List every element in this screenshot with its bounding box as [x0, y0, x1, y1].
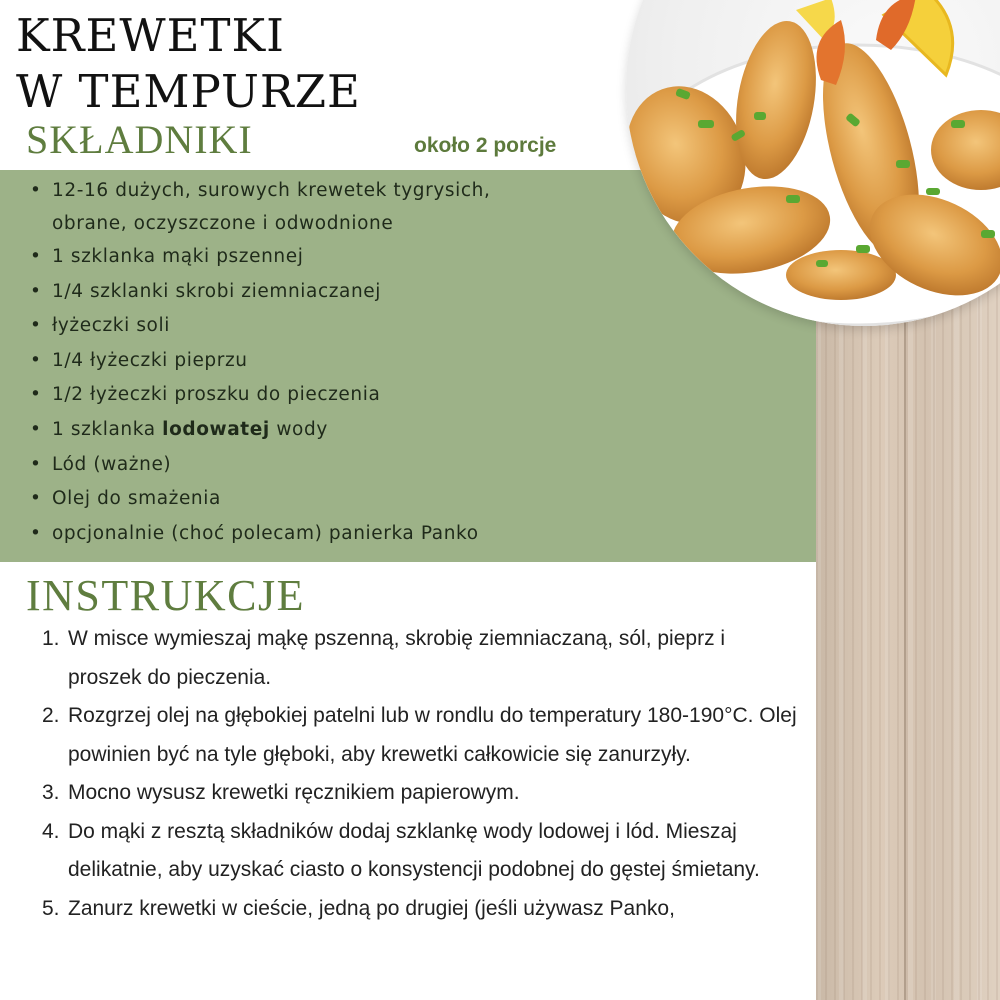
instruction-step [42, 890, 802, 929]
instruction-step [42, 774, 802, 813]
step-number: 5. [42, 896, 60, 920]
ingredient-text: wody [276, 418, 328, 440]
ingredient-item [30, 413, 490, 448]
ingredients-heading: SKŁADNIKI [26, 117, 253, 162]
ingredient-text: 12-16 dużych, surowych krewetek tygrysich, [52, 180, 491, 201]
ingredient-item: • 1/2 łyżeczki proszku do pieczenia [30, 378, 490, 413]
ingredient-text-continued: obrane, oczyszczone i odwodnione [52, 213, 394, 234]
step-text: Zanurz krewetki w cieście, jedną po drugiej (jeśli używasz Panko, [68, 896, 675, 920]
instruction-list [42, 620, 802, 928]
ingredient-item: • 1/4 łyżeczki pieprzu [30, 344, 490, 379]
shrimp-illustration [626, 0, 1000, 326]
ingredient-list [30, 174, 490, 551]
step-text: Rozgrzej olej na głębokiej patelni lub w rondlu do temperatury 180-190°C. Olej powinien być na tyle głęboki, aby krewetki całkowicie się zanurzyły. [68, 704, 797, 766]
instruction-step [42, 620, 802, 697]
servings-label: około 2 porcje [414, 134, 557, 157]
ingredient-item: • Lód (ważne) [30, 448, 490, 483]
step-number: 3. [42, 781, 60, 804]
step-number: 4. [42, 819, 60, 843]
step-text: Do mąki z resztą składników dodaj szklankę wody lodowej i lód. Mieszaj delikatnie, aby uzyskać ciasto o konsystencji podobnej do gęstej śmietany. [68, 819, 760, 881]
title-line-2: W TEMPURZE [16, 65, 361, 118]
shrimp-plate-photo [626, 0, 1000, 326]
title-line-1: KREWETKI [16, 9, 285, 62]
ingredient-item: • opcjonalnie (choć polecam) panierka Panko [30, 517, 490, 552]
ingredient-item [30, 174, 490, 240]
step-text: W misce wymieszaj mąkę pszenną, skrobię ziemniaczaną, sól, pieprz i proszek do pieczenia. [68, 627, 726, 689]
step-text: Mocno wysusz krewetki ręcznikiem papierowym. [68, 781, 520, 804]
ingredient-item: • Olej do smażenia [30, 482, 490, 517]
instructions-heading: INSTRUKCJE [26, 571, 306, 620]
ingredient-item: • 1/4 szklanki skrobi ziemniaczanej [30, 275, 490, 310]
fried-shrimp [786, 250, 896, 300]
step-number: 2. [42, 704, 60, 727]
ingredient-emphasis: lodowatej [162, 418, 270, 440]
instruction-step [42, 697, 802, 774]
ingredient-item: • łyżeczki soli [30, 309, 490, 344]
instruction-step [42, 813, 802, 890]
ingredient-text: 1 szklanka [52, 418, 156, 440]
step-number: 1. [42, 627, 60, 650]
recipe-title [16, 8, 361, 120]
ingredient-item: • 1 szklanka mąki pszennej [30, 240, 490, 275]
